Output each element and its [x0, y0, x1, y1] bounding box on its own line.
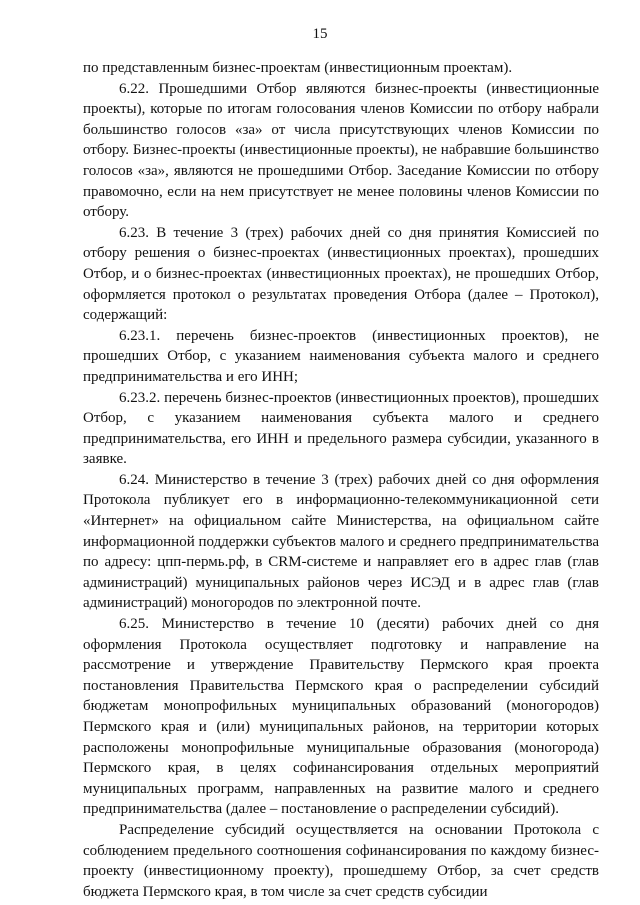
- paragraph-subsidy-distribution: Распределение субсидий осуществляется на основании Протокола с соблюдением предельного соотношения софинансирования по каждому бизнес-проекту (инвестиционному проекту), прошедшему Отбор, за счет средств бюджета Пермского края, в том числе за счет средств субсидии: [83, 821, 599, 900]
- document-body: [83, 58, 599, 902]
- paragraph-6-23-2: 6.23.2. перечень бизнес-проектов (инвестиционных проектов), прошедших Отбор, с указанием наименования субъекта малого и среднего предпринимательства, его ИНН и предельного размера субсидии, указанного в заявке.: [83, 389, 599, 468]
- paragraph-6-25: 6.25. Министерство в течение 10 (десяти) рабочих дней со дня оформления Протокола осуществляет подготовку и направление на рассмотрение и утверждение Правительству Пермского края проекта постановления Правительства Пермского края о распределении субсидий бюджетам монопрофильных муниципальных образований (моногородов) Пермского края и (или) муниципальных районов, на территории которых расположены монопрофильные муниципальные образования (моногорода) Пермского края, в целях софинансирования отдельных мероприятий муниципальных программ, направленных на развитие малого и среднего предпринимательства (далее – постановление о распределении субсидий).: [83, 616, 599, 818]
- paragraph-6-22: 6.22. Прошедшими Отбор являются бизнес-проекты (инвестиционные проекты), которые по итогам голосования членов Комиссии по отбору набрали большинство голосов «за» от числа присутствующих членов Комиссии по отбору. Бизнес-проекты (инвестиционные проекты), не набравшие большинство голосов «за», являются не прошедшими Отбор. Заседание Комиссии по отбору правомочно, если на нем присутствует не менее половины членов Комиссии по отбору.: [83, 80, 599, 221]
- paragraph-6-24: 6.24. Министерство в течение 3 (трех) рабочих дней со дня оформления Протокола публикует его в информационно-телекоммуникационной сети «Интернет» на официальном сайте Министерства, на официальном сайте информационной поддержки субъектов малого и среднего предпринимательства по адресу: цпп-пермь.рф, в CRM-системе и направляет его в адрес глав (глав администраций) муниципальных районов через ИСЭД и в адрес глав (глав администраций) моногородов по электронной почте.: [83, 471, 599, 612]
- paragraph-continuation: по представленным бизнес-проектам (инвестиционным проектам).: [83, 60, 513, 76]
- paragraph-6-23-1: 6.23.1. перечень бизнес-проектов (инвестиционных проектов), не прошедших Отбор, с указанием наименования субъекта малого и среднего предпринимательства и его ИНН;: [83, 327, 599, 385]
- page-number: 15: [312, 26, 328, 42]
- paragraph-6-23: 6.23. В течение 3 (трех) рабочих дней со дня принятия Комиссией по отбору решения о бизнес-проектах (инвестиционных проектах), прошедших Отбор, и о бизнес-проектах (инвестиционных проектах), не прошедших Отбор, оформляется протокол о результатах проведения Отбора (далее – Протокол), содержащий:: [83, 224, 599, 324]
